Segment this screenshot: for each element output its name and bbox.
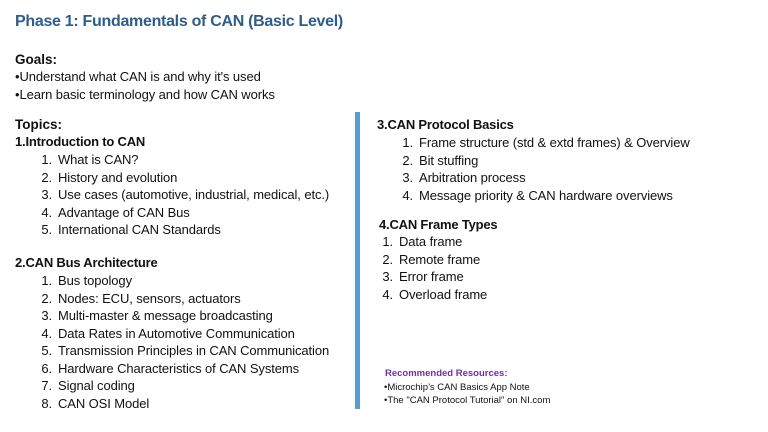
list-item: 3. Multi-master & message broadcasting <box>41 308 273 323</box>
list-item: 4. Data Rates in Automotive Communication <box>41 325 295 341</box>
list-item: 1. What is CAN? <box>41 152 139 167</box>
goal-item: •Learn basic terminology and how CAN works <box>15 87 275 102</box>
list-item: 2. History and evolution <box>41 169 178 185</box>
section-list-introduction <box>36 151 329 239</box>
list-item: 3. Use cases (automotive, industrial, medical, etc.) <box>41 187 330 202</box>
section-heading-frame-types: 4.CAN Frame Types <box>379 217 498 232</box>
topics-heading: Topics: <box>15 117 62 132</box>
goals-list <box>15 68 275 104</box>
resource-item: •The "CAN Protocol Tutorial" on NI.com <box>384 395 551 406</box>
section-list-protocol-basics <box>397 134 690 204</box>
resources-list <box>384 381 550 407</box>
column-divider <box>355 112 360 409</box>
section-list-frame-types <box>377 233 487 303</box>
list-item: 4. Message priority & CAN hardware overviews <box>402 187 673 203</box>
section-list-bus-architecture <box>36 272 329 412</box>
page-title: Phase 1: Fundamentals of CAN (Basic Level) <box>15 13 343 30</box>
list-item: 1. Frame structure (std & extd frames) & Overview <box>402 135 690 150</box>
section-heading-bus-architecture: 2.CAN Bus Architecture <box>15 255 158 270</box>
list-item: 4. Overload frame <box>382 286 488 302</box>
section-heading-introduction: 1.Introduction to CAN <box>15 134 146 149</box>
list-item: 6. Hardware Characteristics of CAN Systems <box>41 360 299 376</box>
goals-heading: Goals: <box>15 52 58 67</box>
list-item: 1. Data frame <box>382 234 463 249</box>
section-heading-protocol-basics: 3.CAN Protocol Basics <box>377 117 514 132</box>
list-item: 2. Remote frame <box>382 251 481 267</box>
list-item: 7. Signal coding <box>41 378 135 393</box>
list-item: 4. Advantage of CAN Bus <box>41 204 190 220</box>
resources-heading: Recommended Resources: <box>385 368 508 379</box>
list-item: 2. Bit stuffing <box>402 152 479 168</box>
list-item: 5. International CAN Standards <box>41 222 221 237</box>
list-item: 5. Transmission Principles in CAN Communication <box>41 343 330 358</box>
list-item: 8. CAN OSI Model <box>41 395 150 411</box>
list-item: 2. Nodes: ECU, sensors, actuators <box>41 290 241 306</box>
list-item: 3. Error frame <box>382 269 464 284</box>
resource-item: •Microchip’s CAN Basics App Note <box>384 382 530 393</box>
list-item: 1. Bus topology <box>41 273 132 288</box>
goal-item: •Understand what CAN is and why it's used <box>15 69 261 84</box>
list-item: 3. Arbitration process <box>402 170 526 185</box>
